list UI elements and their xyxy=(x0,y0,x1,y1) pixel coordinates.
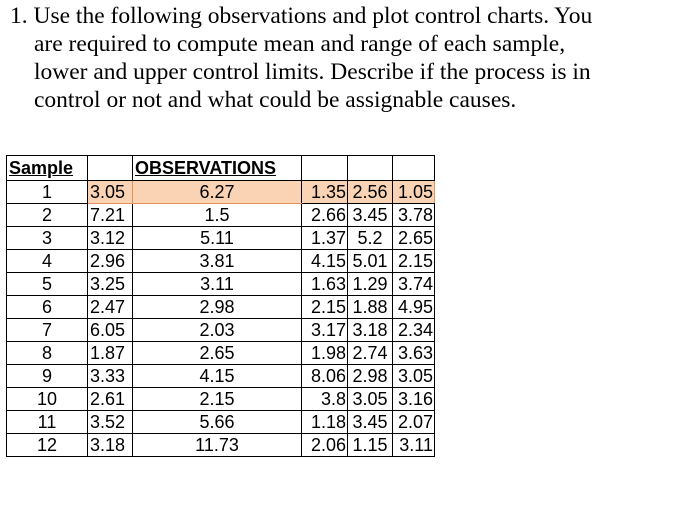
observation-5-cell: 3.16 xyxy=(393,388,435,411)
observation-4-cell: 1.88 xyxy=(348,296,393,319)
table-row xyxy=(7,319,435,342)
observation-1-cell: 7.21 xyxy=(88,204,133,227)
observation-2-cell: 2.98 xyxy=(133,296,302,319)
question-line-1: 1. Use the following observations and plot control charts. You xyxy=(10,3,593,29)
observation-3-cell: 1.63 xyxy=(302,273,348,296)
sample-number-cell: 3 xyxy=(7,227,88,250)
observation-4-cell: 2.98 xyxy=(348,365,393,388)
table-row xyxy=(7,181,435,204)
table-header-row xyxy=(7,156,435,181)
observation-5-cell: 3.05 xyxy=(393,365,435,388)
observation-4-cell: 3.45 xyxy=(348,204,393,227)
observation-5-cell: 3.11 xyxy=(393,434,435,457)
observation-4-cell: 5.01 xyxy=(348,250,393,273)
observation-2-cell: 1.5 xyxy=(133,204,302,227)
sample-number-cell: 1 xyxy=(7,181,88,204)
observation-2-cell: 5.11 xyxy=(133,227,302,250)
question-line-4: control or not and what could be assignable causes. xyxy=(34,87,517,113)
observation-4-cell: 3.18 xyxy=(348,319,393,342)
sample-number-cell: 6 xyxy=(7,296,88,319)
observation-2-cell: 2.65 xyxy=(133,342,302,365)
sample-number-cell: 10 xyxy=(7,388,88,411)
observation-2-cell: 11.73 xyxy=(133,434,302,457)
table-row xyxy=(7,365,435,388)
header-blank-cell xyxy=(302,156,348,181)
table-row xyxy=(7,204,435,227)
header-blank-cell xyxy=(348,156,393,181)
observation-1-cell: 3.52 xyxy=(88,411,133,434)
observation-1-cell: 3.05 xyxy=(88,181,133,204)
observation-5-cell: 4.95 xyxy=(393,296,435,319)
question-line-3: lower and upper control limits. Describe if the process is in xyxy=(34,59,591,85)
observation-5-cell: 2.15 xyxy=(393,250,435,273)
observation-5-cell: 2.34 xyxy=(393,319,435,342)
sample-header: Sample xyxy=(7,156,88,181)
sample-number-cell: 5 xyxy=(7,273,88,296)
observation-3-cell: 1.18 xyxy=(302,411,348,434)
observation-1-cell: 3.12 xyxy=(88,227,133,250)
table-row xyxy=(7,227,435,250)
observation-1-cell: 3.18 xyxy=(88,434,133,457)
observation-5-cell: 3.78 xyxy=(393,204,435,227)
observation-3-cell: 3.17 xyxy=(302,319,348,342)
observation-2-cell: 5.66 xyxy=(133,411,302,434)
header-blank-cell xyxy=(393,156,435,181)
sample-number-cell: 11 xyxy=(7,411,88,434)
observation-4-cell: 5.2 xyxy=(348,227,393,250)
observation-3-cell: 2.66 xyxy=(302,204,348,227)
observation-3-cell: 4.15 xyxy=(302,250,348,273)
observation-4-cell: 1.15 xyxy=(348,434,393,457)
observations-table xyxy=(6,155,435,457)
observation-1-cell: 2.61 xyxy=(88,388,133,411)
question-text xyxy=(10,2,690,114)
observation-3-cell: 2.06 xyxy=(302,434,348,457)
observation-3-cell: 1.35 xyxy=(302,181,348,204)
observation-5-cell: 2.07 xyxy=(393,411,435,434)
observation-4-cell: 2.56 xyxy=(348,181,393,204)
table-body xyxy=(7,181,435,457)
observation-1-cell: 3.33 xyxy=(88,365,133,388)
observation-3-cell: 8.06 xyxy=(302,365,348,388)
observation-2-cell: 3.11 xyxy=(133,273,302,296)
observation-2-cell: 4.15 xyxy=(133,365,302,388)
table-row xyxy=(7,388,435,411)
observation-3-cell: 1.37 xyxy=(302,227,348,250)
observation-2-cell: 2.15 xyxy=(133,388,302,411)
observation-5-cell: 3.63 xyxy=(393,342,435,365)
observation-5-cell: 1.05 xyxy=(393,181,435,204)
sample-number-cell: 7 xyxy=(7,319,88,342)
question-line-2: are required to compute mean and range of each sample, xyxy=(34,31,566,57)
observation-2-cell: 2.03 xyxy=(133,319,302,342)
table-row xyxy=(7,250,435,273)
observation-4-cell: 3.05 xyxy=(348,388,393,411)
table-row xyxy=(7,273,435,296)
table-row xyxy=(7,296,435,319)
observation-5-cell: 3.74 xyxy=(393,273,435,296)
observation-3-cell: 3.8 xyxy=(302,388,348,411)
sample-number-cell: 4 xyxy=(7,250,88,273)
observation-3-cell: 2.15 xyxy=(302,296,348,319)
observation-2-cell: 3.81 xyxy=(133,250,302,273)
observation-1-cell: 3.25 xyxy=(88,273,133,296)
table-row xyxy=(7,411,435,434)
observation-1-cell: 2.96 xyxy=(88,250,133,273)
observation-5-cell: 2.65 xyxy=(393,227,435,250)
sample-number-cell: 2 xyxy=(7,204,88,227)
observation-3-cell: 1.98 xyxy=(302,342,348,365)
observation-1-cell: 1.87 xyxy=(88,342,133,365)
observation-4-cell: 3.45 xyxy=(348,411,393,434)
observation-1-cell: 2.47 xyxy=(88,296,133,319)
table-row xyxy=(7,434,435,457)
observation-4-cell: 1.29 xyxy=(348,273,393,296)
observations-header: OBSERVATIONS xyxy=(133,156,302,181)
observation-1-cell: 6.05 xyxy=(88,319,133,342)
observation-2-cell: 6.27 xyxy=(133,181,302,204)
header-blank-cell xyxy=(88,156,133,181)
sample-number-cell: 9 xyxy=(7,365,88,388)
observation-4-cell: 2.74 xyxy=(348,342,393,365)
sample-number-cell: 8 xyxy=(7,342,88,365)
table-row xyxy=(7,342,435,365)
sample-number-cell: 12 xyxy=(7,434,88,457)
